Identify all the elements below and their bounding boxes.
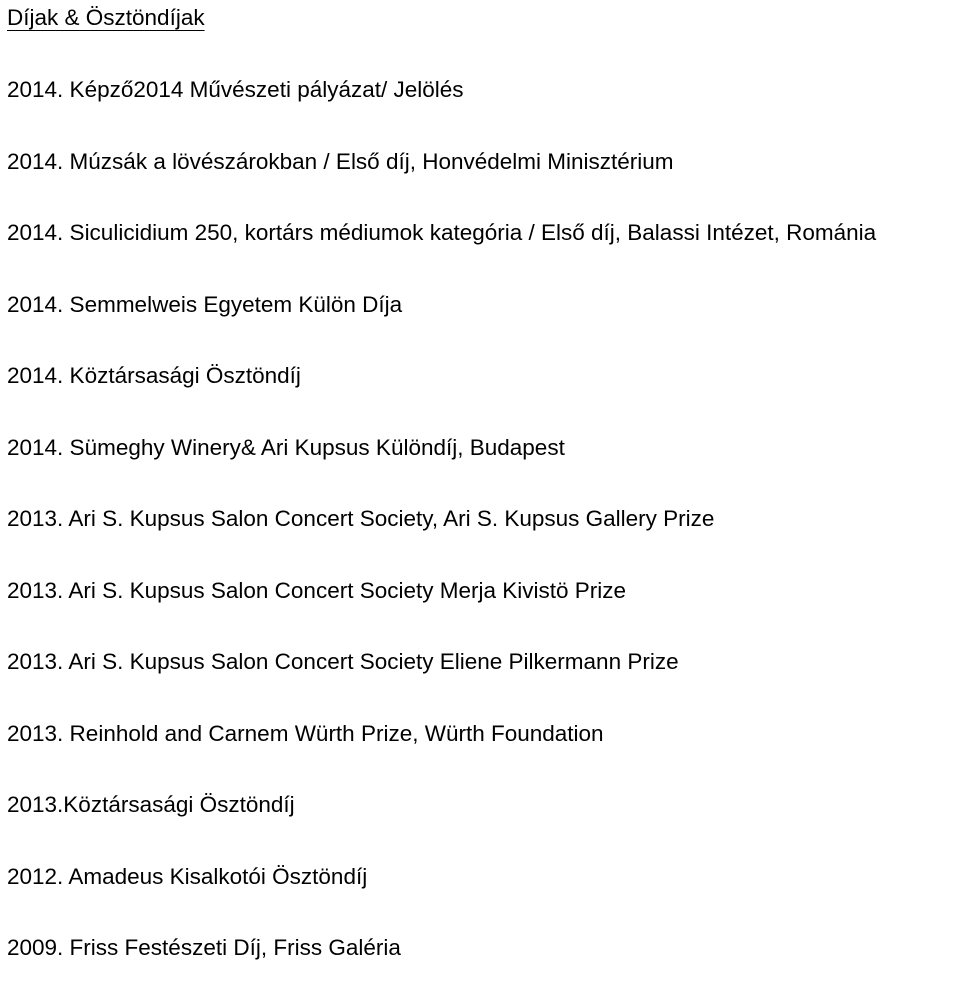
award-entry: 2013. Reinhold and Carnem Würth Prize, Würth Foundation xyxy=(7,720,604,746)
award-entry: 2013. Ari S. Kupsus Salon Concert Society Eliene Pilkermann Prize xyxy=(7,649,679,674)
award-entry: 2014. Semmelweis Egyetem Külön Díja xyxy=(7,291,403,317)
award-entry: 2014. Siculicidium 250, kortárs médiumok kategória / Első díj, Balassi Intézet, Románia xyxy=(7,220,877,245)
award-entry: 2013. Ari S. Kupsus Salon Concert Society, Ari S. Kupsus Gallery Prize xyxy=(7,506,715,531)
award-entry: 2014. Múzsák a lövészárokban / Első díj, Honvédelmi Minisztérium xyxy=(7,148,674,174)
award-entry: 2013. Ari S. Kupsus Salon Concert Society Merja Kivistö Prize xyxy=(7,577,627,603)
page-heading: Díjak & Ösztöndíjak xyxy=(7,5,205,30)
awards-list xyxy=(7,74,876,1004)
award-entry: 2014. Képző2014 Művészeti pályázat/ Jelölés xyxy=(7,77,464,102)
award-entry: 2013.Köztársasági Ösztöndíj xyxy=(7,792,295,817)
award-entry: 2014. Köztársasági Ösztöndíj xyxy=(7,363,301,388)
award-entry: 2014. Sümeghy Winery& Ari Kupsus Különdíj, Budapest xyxy=(7,434,565,460)
award-entry: 2009. Friss Festészeti Díj, Friss Galéria xyxy=(7,935,401,960)
award-entry: 2012. Amadeus Kisalkotói Ösztöndíj xyxy=(7,863,368,889)
